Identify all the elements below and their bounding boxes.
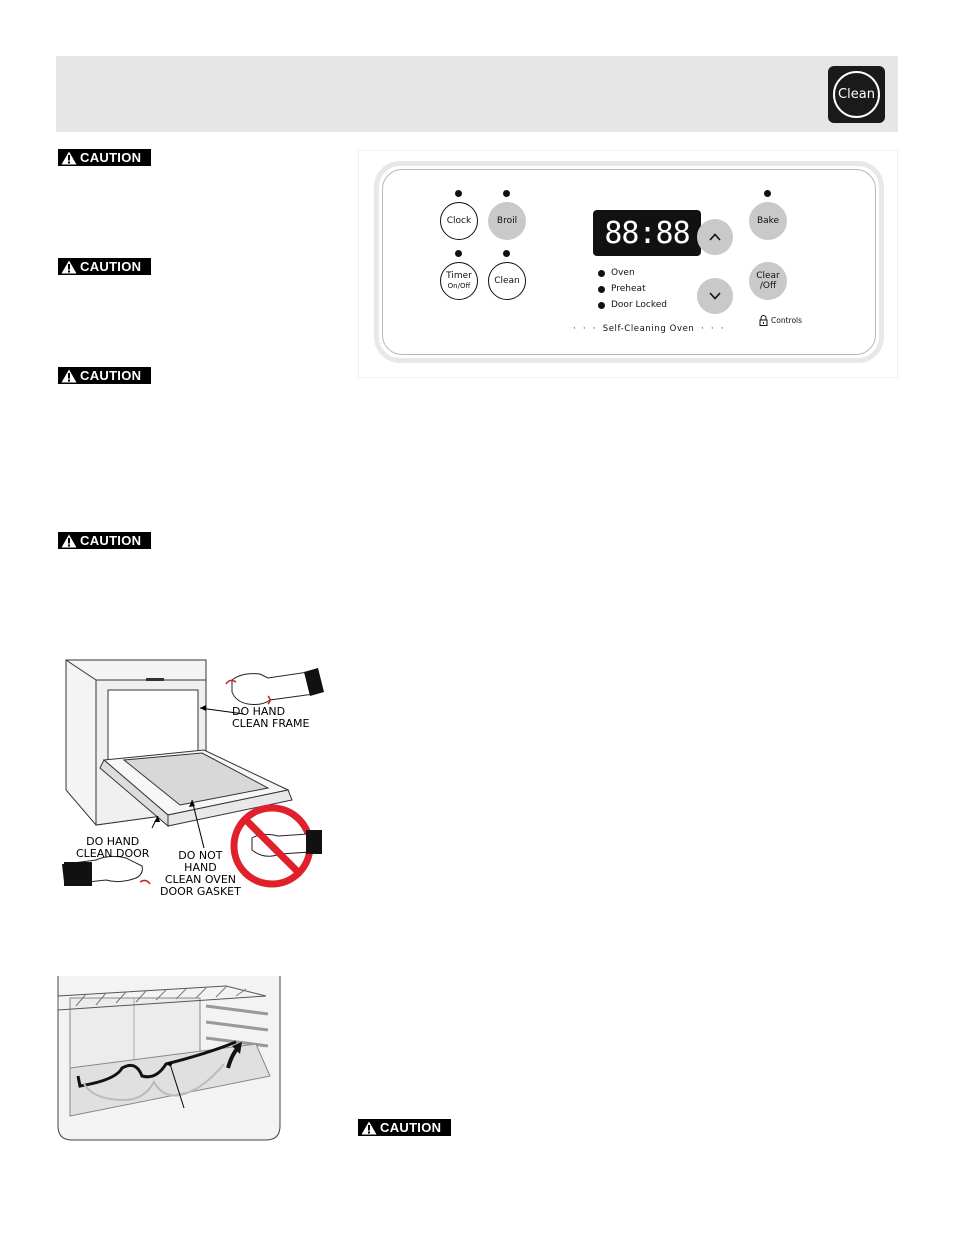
preheat-indicator: Preheat — [598, 284, 646, 294]
bake-led — [764, 190, 771, 197]
clear-key-label: Clear — [756, 271, 780, 281]
bake-key[interactable]: Bake — [749, 202, 787, 240]
caution-label: CAUTION — [358, 1119, 451, 1136]
indicator-dot — [598, 302, 605, 309]
lock-controls-label: Controls — [759, 315, 802, 326]
door-locked-indicator: Door Locked — [598, 300, 667, 310]
caution-label: CAUTION — [58, 149, 151, 166]
door-cleaning-illustration — [56, 650, 328, 906]
clear-off-key[interactable] — [749, 262, 787, 300]
timer-key-label: Timer — [446, 271, 472, 281]
oven-indicator: Oven — [598, 268, 635, 278]
chevron-up-icon — [708, 232, 722, 242]
clock-led — [455, 190, 462, 197]
section-header-band — [56, 56, 898, 132]
caution-label: CAUTION — [58, 532, 151, 549]
down-arrow-key[interactable] — [697, 278, 733, 314]
control-panel-face — [382, 169, 876, 355]
control-panel-bezel — [374, 161, 884, 363]
clean-badge-label: Clean — [833, 71, 880, 118]
clock-key[interactable]: Clock — [440, 202, 478, 240]
frame-label: DO HAND CLEAN FRAME — [232, 705, 310, 730]
clean-key[interactable]: Clean — [488, 262, 526, 300]
caution-label: CAUTION — [58, 258, 151, 275]
broil-led — [503, 190, 510, 197]
clock-display: 88:88 — [593, 210, 701, 256]
timer-key[interactable] — [440, 262, 478, 300]
indicator-dot — [598, 286, 605, 293]
gasket-label: DO NOT HAND CLEAN OVEN DOOR GASKET — [160, 849, 241, 898]
timer-key-sublabel: On/Off — [447, 282, 471, 290]
indicator-dot — [598, 270, 605, 277]
clean-section-badge — [828, 66, 885, 123]
self-cleaning-oven-caption: · · · Self-Cleaning Oven · · · — [573, 324, 725, 334]
warning-triangle-icon — [61, 534, 77, 548]
chevron-down-icon — [708, 291, 722, 301]
clean-led — [503, 250, 510, 257]
control-panel-illustration — [358, 150, 898, 378]
warning-triangle-icon — [61, 369, 77, 383]
door-label: DO HAND CLEAN DOOR — [76, 835, 150, 860]
clear-key-sublabel: /Off — [759, 281, 777, 291]
padlock-icon — [759, 315, 768, 326]
broil-key[interactable]: Broil — [488, 202, 526, 240]
warning-triangle-icon — [361, 1121, 377, 1135]
warning-triangle-icon — [61, 260, 77, 274]
timer-led — [455, 250, 462, 257]
up-arrow-key[interactable] — [697, 219, 733, 255]
oven-interior-drawing — [56, 976, 282, 1142]
bake-element-illustration — [56, 976, 282, 1142]
warning-triangle-icon — [61, 151, 77, 165]
caution-label: CAUTION — [58, 367, 151, 384]
